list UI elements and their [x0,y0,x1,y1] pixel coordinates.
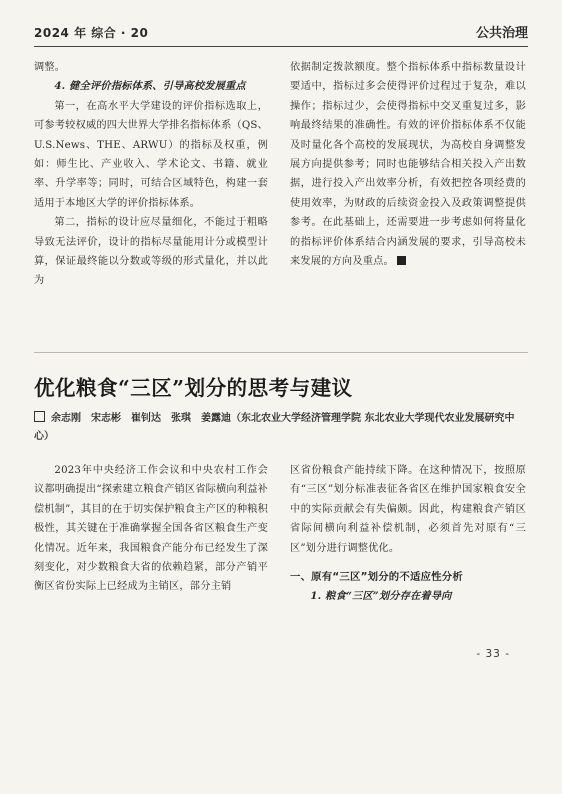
end-mark-icon [397,256,406,265]
header-rule [34,46,528,47]
running-header [0,0,562,46]
square-bullet-icon [34,411,45,422]
upper-left-column [34,58,268,291]
paragraph: 区省份粮食产能持续下降。在这种情况下，按照原有“三区”划分标准表征各省区在维护国家粮食安全中的实际贡献会有失偏颇。因此，构建粮食产销区省际间横向利益补偿机制，必须首先对原有“三区”划分进行调整优化。 [290,465,526,554]
article-title: 优化粮食“三区”划分的思考与建议 [34,376,353,400]
authors-text: 余志刚 宋志彬 崔钊达 张琪 姜露迪（东北农业大学经济管理学院 东北农业大学现代农业发展研究中心） [34,413,515,442]
paragraph: 第一，在高水平大学建设的评价指标选取上，可参考较权威的四大世界大学排名指标体系（QS、U.S.News、THE、ARWU）的指标及权重，例如：师生比、产业收入、学术论文、书籍、就业率、升学率等；同时，可结合区域特色，构建一套适用于本地区大学的评价指标体系。 [34,100,268,209]
article-divider [34,352,528,353]
upper-right-column [290,58,526,271]
paragraph: 调整。 [34,62,66,73]
lower-left-column [34,461,268,597]
lower-right-column [290,461,526,607]
subsection-heading: 1. 粮食“三区”划分存在着导向 [310,590,452,603]
column-label: 公共治理 [475,26,528,41]
paragraph: 2023年中央经济工作会议和中央农村工作会议都明确提出“探索建立粮食产销区省际横向利益补偿机制”，其目的在于切实保护粮食主产区的种粮积极性，其关键在于准确掌握全国各省区粮食生产变化情况。近年来，我国粮食产能分布已经发生了深刻变化，对少数粮食大省的依赖趋紧，部分产销平衡区省份实际上已经成为主销区，部分主销 [34,465,268,593]
paragraph-text: 依据制定拨款额度。整个指标体系中指标数量设计要适中，指标过多会使得评价过程过于复杂，难以操作；指标过少，会使得指标中交叉重复过多，影响最终结果的准确性。有效的评价指标体系不仅能及时量化各个高校的发展现状，为高校自身调整发展方向提供参考；同时也能够结合相关投入产出数据，进行投入产出效率分析，有效把控各项经费的使用效率，为财政的后续资金投入及政策调整提供参考。在此基础上，还需要进一步考虑如何将量化的指标评价体系结合内涵发展的要求，引导高校未来发展的方向及重点。 [290,62,526,268]
paragraph [290,58,526,271]
subsection-heading: 4. 健全评价指标体系、引导高校发展重点 [54,80,246,93]
section-heading: 一、原有“三区”划分的不适应性分析 [290,571,463,584]
issue-label: 2024 年 综合 · 20 [34,26,149,40]
paragraph: 第二，指标的设计应尽量细化，不能过于粗略导致无法评价，设计的指标尽量能用计分或模型计算，保证最终能以分数或等级的形式量化，并以此为 [34,217,268,287]
page-number: - 33 - [476,648,510,660]
article-authors [34,410,528,446]
